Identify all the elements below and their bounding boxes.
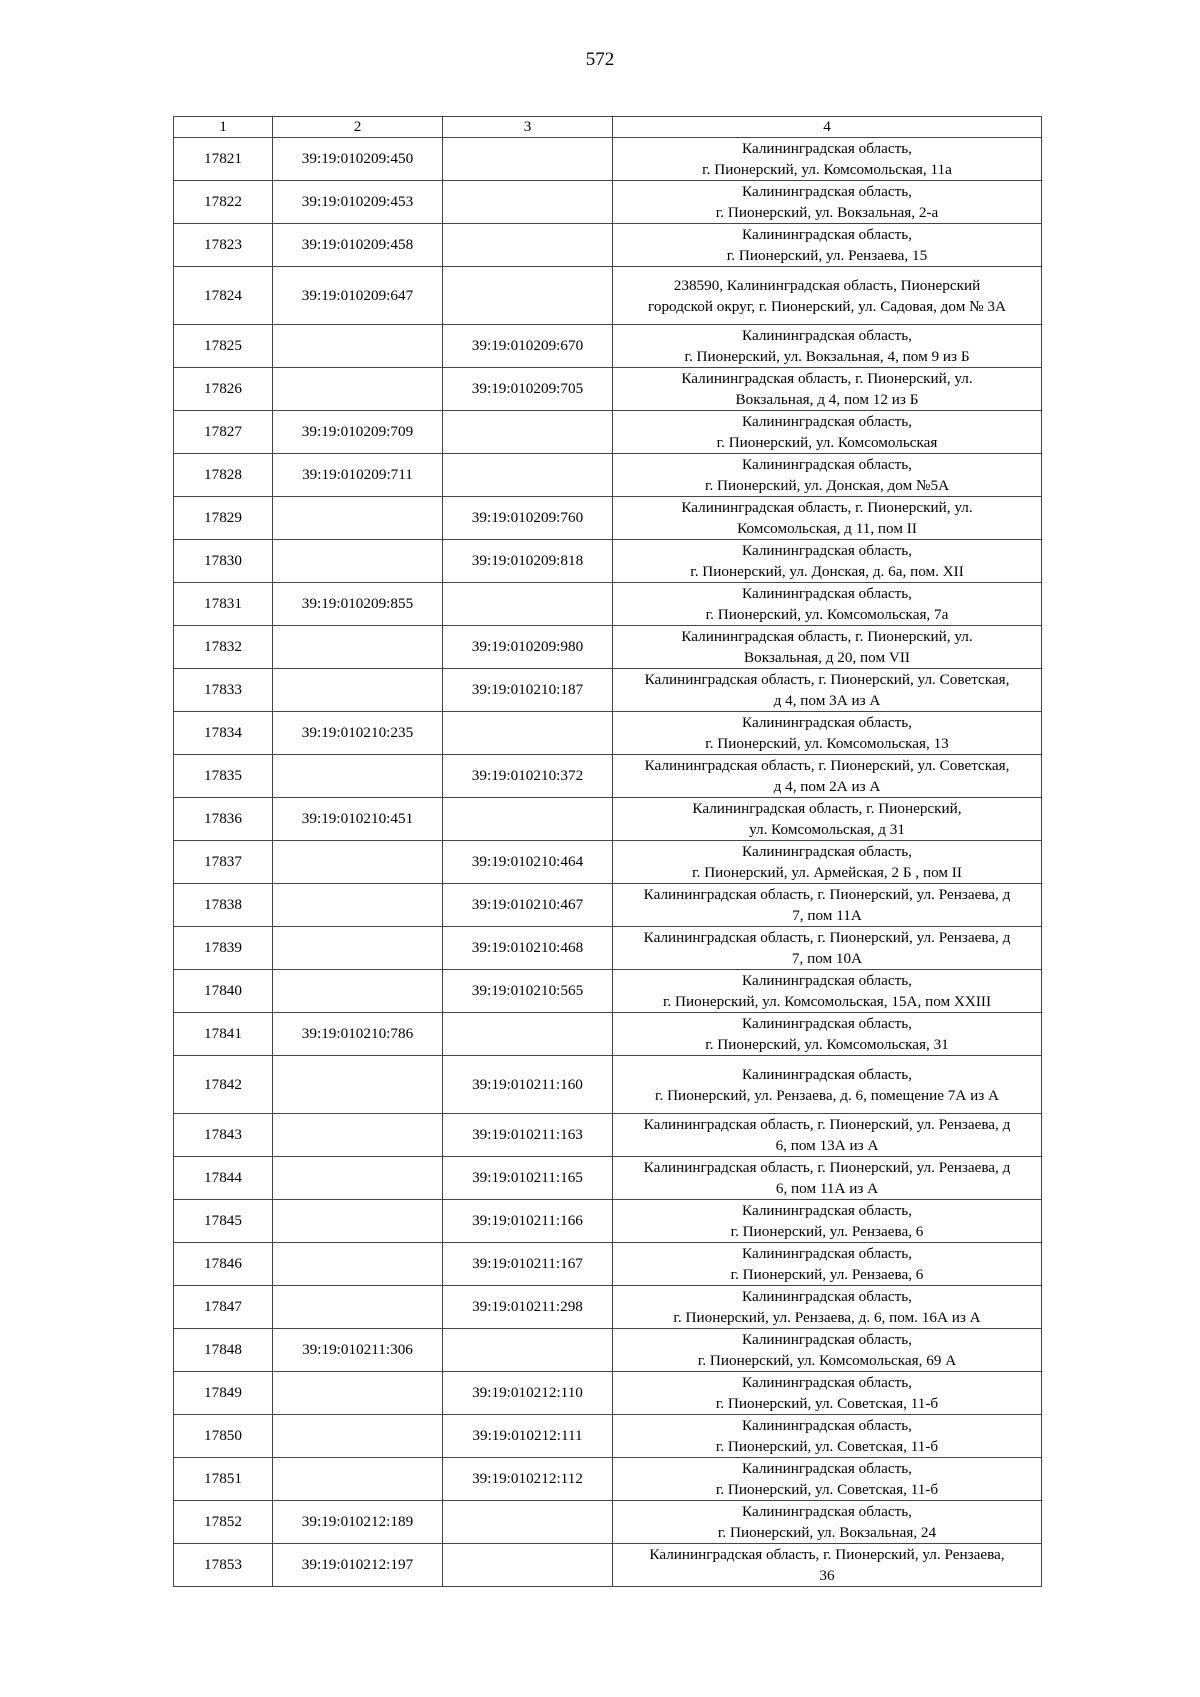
row-number-cell: 17831 <box>174 583 273 626</box>
table-row <box>174 540 1042 583</box>
address-line: г. Пионерский, ул. Комсомольская, 15А, пом XXIII <box>662 993 992 1010</box>
row-number-cell: 17835 <box>174 755 273 798</box>
table-row <box>174 626 1042 669</box>
address-line: г. Пионерский, ул. Вокзальная, 4, пом 9 из Б <box>684 348 970 365</box>
address-line: д 4, пом 2А из А <box>773 778 881 795</box>
premises-cadastral-number-cell: 39:19:010209:980 <box>443 626 613 669</box>
premises-cadastral-number-cell: 39:19:010211:160 <box>443 1056 613 1114</box>
table-row <box>174 1200 1042 1243</box>
address-line: г. Пионерский, ул. Вокзальная, 24 <box>717 1524 937 1541</box>
row-number-cell: 17834 <box>174 712 273 755</box>
header-cell-3: 3 <box>443 117 613 138</box>
address-line: Калининградская область, <box>742 1374 912 1391</box>
address-line: 6, пом 11А из А <box>775 1180 879 1197</box>
address-line: г. Пионерский, ул. Вокзальная, 2-а <box>715 204 939 221</box>
row-number-cell: 17832 <box>174 626 273 669</box>
premises-cadastral-number-cell: 39:19:010210:187 <box>443 669 613 712</box>
table-row <box>174 1329 1042 1372</box>
address-line: Калининградская область, <box>742 226 912 243</box>
address-line: г. Пионерский, ул. Советская, 11-б <box>715 1481 939 1498</box>
premises-cadastral-number-cell: 39:19:010210:464 <box>443 841 613 884</box>
cadastral-number-cell <box>273 1200 443 1243</box>
address-cell <box>613 1458 1042 1501</box>
address-line: Калининградская область, <box>742 1202 912 1219</box>
cadastral-number-cell <box>273 1114 443 1157</box>
table-row <box>174 669 1042 712</box>
cadastral-number-cell: 39:19:010209:855 <box>273 583 443 626</box>
header-cell-2: 2 <box>273 117 443 138</box>
table-row <box>174 1243 1042 1286</box>
address-cell <box>613 1329 1042 1372</box>
row-number-cell: 17826 <box>174 368 273 411</box>
address-line: г. Пионерский, ул. Донская, д. 6а, пом. XII <box>690 563 964 580</box>
address-cell <box>613 712 1042 755</box>
premises-cadastral-number-cell: 39:19:010212:110 <box>443 1372 613 1415</box>
address-line: Калининградская область, г. Пионерский, ул. <box>681 628 973 645</box>
cadastral-number-cell <box>273 755 443 798</box>
premises-cadastral-number-cell: 39:19:010210:468 <box>443 927 613 970</box>
address-line: г. Пионерский, ул. Рензаева, 15 <box>726 247 928 264</box>
address-cell <box>613 1200 1042 1243</box>
address-cell <box>613 970 1042 1013</box>
row-number-cell: 17850 <box>174 1415 273 1458</box>
address-line: Калининградская область, г. Пионерский, ул. Рензаева, д <box>643 1159 1011 1176</box>
cadastral-number-cell <box>273 1415 443 1458</box>
table-row <box>174 497 1042 540</box>
premises-cadastral-number-cell: 39:19:010209:760 <box>443 497 613 540</box>
address-line: г. Пионерский, ул. Донская, дом №5А <box>704 477 950 494</box>
cadastral-number-cell: 39:19:010209:647 <box>273 267 443 325</box>
address-line: 238590, Калининградская область, Пионерский <box>673 276 981 294</box>
address-line: г. Пионерский, ул. Рензаева, 6 <box>730 1266 924 1283</box>
row-number-cell: 17839 <box>174 927 273 970</box>
premises-cadastral-number-cell <box>443 1501 613 1544</box>
premises-cadastral-number-cell: 39:19:010209:705 <box>443 368 613 411</box>
premises-cadastral-number-cell: 39:19:010212:112 <box>443 1458 613 1501</box>
address-line: Калининградская область, г. Пионерский, ул. <box>681 499 973 516</box>
cadastral-number-cell <box>273 368 443 411</box>
table-row <box>174 411 1042 454</box>
cadastral-number-cell: 39:19:010210:786 <box>273 1013 443 1056</box>
address-line: Калининградская область, г. Пионерский, ул. Рензаева, д <box>643 929 1011 946</box>
address-cell <box>613 1415 1042 1458</box>
premises-cadastral-number-cell: 39:19:010212:111 <box>443 1415 613 1458</box>
address-cell <box>613 1157 1042 1200</box>
table-row <box>174 1501 1042 1544</box>
address-line: Комсомольская, д 11, пом II <box>737 520 917 537</box>
address-line: ул. Комсомольская, д 31 <box>749 821 905 838</box>
table-row <box>174 1056 1042 1114</box>
row-number-cell: 17845 <box>174 1200 273 1243</box>
table-row <box>174 755 1042 798</box>
address-line: Калининградская область, <box>742 413 912 430</box>
address-line: г. Пионерский, ул. Комсомольская <box>716 434 938 451</box>
address-cell <box>613 583 1042 626</box>
address-line: Калининградская область, <box>742 1065 912 1083</box>
header-cell-1: 1 <box>174 117 273 138</box>
address-cell <box>613 1544 1042 1587</box>
row-number-cell: 17836 <box>174 798 273 841</box>
address-cell <box>613 411 1042 454</box>
premises-cadastral-number-cell <box>443 1329 613 1372</box>
premises-cadastral-number-cell: 39:19:010209:818 <box>443 540 613 583</box>
address-cell <box>613 1286 1042 1329</box>
address-line: Калининградская область, <box>742 1503 912 1520</box>
cadastral-number-cell: 39:19:010212:189 <box>273 1501 443 1544</box>
address-cell <box>613 1501 1042 1544</box>
address-cell <box>613 224 1042 267</box>
premises-cadastral-number-cell <box>443 798 613 841</box>
address-line: Калининградская область, <box>742 183 912 200</box>
cadastral-number-cell <box>273 1286 443 1329</box>
premises-cadastral-number-cell <box>443 712 613 755</box>
address-line: Калининградская область, г. Пионерский, <box>692 800 962 817</box>
address-cell <box>613 1243 1042 1286</box>
address-line: городской округ, г. Пионерский, ул. Садовая, дом № 3А <box>648 297 1006 315</box>
table-row <box>174 927 1042 970</box>
row-number-cell: 17823 <box>174 224 273 267</box>
premises-cadastral-number-cell <box>443 411 613 454</box>
cadastral-number-cell: 39:19:010210:235 <box>273 712 443 755</box>
premises-cadastral-number-cell <box>443 181 613 224</box>
address-line: г. Пионерский, ул. Комсомольская, 7а <box>705 606 949 623</box>
address-line: г. Пионерский, ул. Советская, 11-б <box>715 1438 939 1455</box>
cadastral-number-cell: 39:19:010209:450 <box>273 138 443 181</box>
cadastral-number-cell: 39:19:010209:453 <box>273 181 443 224</box>
address-line: Калининградская область, <box>742 972 912 989</box>
row-number-cell: 17825 <box>174 325 273 368</box>
address-cell <box>613 267 1042 325</box>
table-row <box>174 798 1042 841</box>
premises-cadastral-number-cell: 39:19:010210:372 <box>443 755 613 798</box>
page-number: 572 <box>585 49 615 70</box>
address-line: Калининградская область, <box>742 843 912 860</box>
address-cell <box>613 138 1042 181</box>
table-row <box>174 1114 1042 1157</box>
row-number-cell: 17827 <box>174 411 273 454</box>
premises-cadastral-number-cell <box>443 1544 613 1587</box>
cadastral-number-cell: 39:19:010209:711 <box>273 454 443 497</box>
table-row <box>174 583 1042 626</box>
address-line: г. Пионерский, ул. Рензаева, д. 6, пом. 16А из А <box>673 1309 981 1326</box>
premises-cadastral-number-cell: 39:19:010211:167 <box>443 1243 613 1286</box>
address-line: Калининградская область, <box>742 456 912 473</box>
premises-cadastral-number-cell <box>443 454 613 497</box>
row-number-cell: 17828 <box>174 454 273 497</box>
address-line: г. Пионерский, ул. Комсомольская, 11а <box>702 161 952 178</box>
cadastral-number-cell: 39:19:010211:306 <box>273 1329 443 1372</box>
row-number-cell: 17838 <box>174 884 273 927</box>
address-line: Калининградская область, г. Пионерский, ул. Советская, <box>644 671 1010 688</box>
table-row <box>174 1544 1042 1587</box>
cadastral-number-cell <box>273 626 443 669</box>
table-row <box>174 368 1042 411</box>
address-line: Калининградская область, г. Пионерский, ул. <box>681 370 973 387</box>
address-line: Калининградская область, <box>742 1015 912 1032</box>
address-cell <box>613 1114 1042 1157</box>
address-line: Калининградская область, <box>742 327 912 344</box>
row-number-cell: 17841 <box>174 1013 273 1056</box>
address-cell <box>613 927 1042 970</box>
row-number-cell: 17830 <box>174 540 273 583</box>
address-line: Калининградская область, <box>742 140 912 157</box>
registry-table <box>173 116 1042 1587</box>
row-number-cell: 17824 <box>174 267 273 325</box>
cadastral-number-cell: 39:19:010212:197 <box>273 1544 443 1587</box>
cadastral-number-cell <box>273 1056 443 1114</box>
address-line: г. Пионерский, ул. Рензаева, 6 <box>730 1223 924 1240</box>
address-cell <box>613 669 1042 712</box>
address-cell <box>613 1372 1042 1415</box>
address-line: д 4, пом 3А из А <box>773 692 881 709</box>
cadastral-number-cell <box>273 927 443 970</box>
row-number-cell: 17849 <box>174 1372 273 1415</box>
premises-cadastral-number-cell <box>443 267 613 325</box>
address-cell <box>613 368 1042 411</box>
table-row <box>174 138 1042 181</box>
address-line: Калининградская область, <box>742 1288 912 1305</box>
row-number-cell: 17833 <box>174 669 273 712</box>
cadastral-number-cell <box>273 497 443 540</box>
address-line: 36 <box>819 1567 835 1584</box>
address-line: г. Пионерский, ул. Комсомольская, 69 А <box>697 1352 957 1369</box>
row-number-cell: 17851 <box>174 1458 273 1501</box>
row-number-cell: 17821 <box>174 138 273 181</box>
cadastral-number-cell <box>273 669 443 712</box>
address-line: Вокзальная, д 20, пом VII <box>744 649 910 666</box>
premises-cadastral-number-cell: 39:19:010211:298 <box>443 1286 613 1329</box>
address-line: Калининградская область, г. Пионерский, ул. Рензаева, <box>649 1546 1005 1563</box>
premises-cadastral-number-cell <box>443 583 613 626</box>
address-line: Калининградская область, г. Пионерский, ул. Рензаева, д <box>643 886 1011 903</box>
cadastral-number-cell <box>273 540 443 583</box>
table-row <box>174 712 1042 755</box>
row-number-cell: 17848 <box>174 1329 273 1372</box>
premises-cadastral-number-cell: 39:19:010211:165 <box>443 1157 613 1200</box>
header-cell-4: 4 <box>613 117 1042 138</box>
table-row <box>174 224 1042 267</box>
cadastral-number-cell: 39:19:010210:451 <box>273 798 443 841</box>
table-row <box>174 267 1042 325</box>
cadastral-number-cell <box>273 1157 443 1200</box>
table-row <box>174 1157 1042 1200</box>
table-row <box>174 841 1042 884</box>
cadastral-number-cell: 39:19:010209:458 <box>273 224 443 267</box>
address-line: 6, пом 13А из А <box>775 1137 879 1154</box>
premises-cadastral-number-cell <box>443 1013 613 1056</box>
table-row <box>174 1458 1042 1501</box>
premises-cadastral-number-cell: 39:19:010211:166 <box>443 1200 613 1243</box>
table-row <box>174 1013 1042 1056</box>
address-cell <box>613 841 1042 884</box>
cadastral-number-cell <box>273 841 443 884</box>
registry-table-body <box>174 117 1042 1587</box>
address-line: Калининградская область, <box>742 1245 912 1262</box>
row-number-cell: 17837 <box>174 841 273 884</box>
cadastral-number-cell <box>273 325 443 368</box>
cadastral-number-cell <box>273 970 443 1013</box>
row-number-cell: 17840 <box>174 970 273 1013</box>
address-cell <box>613 1056 1042 1114</box>
address-line: Калининградская область, г. Пионерский, ул. Советская, <box>644 757 1010 774</box>
address-line: г. Пионерский, ул. Комсомольская, 13 <box>705 735 949 752</box>
address-cell <box>613 540 1042 583</box>
row-number-cell: 17847 <box>174 1286 273 1329</box>
address-line: Калининградская область, г. Пионерский, ул. Рензаева, д <box>643 1116 1011 1133</box>
table-row <box>174 454 1042 497</box>
row-number-cell: 17846 <box>174 1243 273 1286</box>
row-number-cell: 17853 <box>174 1544 273 1587</box>
address-cell <box>613 755 1042 798</box>
cadastral-number-cell: 39:19:010209:709 <box>273 411 443 454</box>
row-number-cell: 17829 <box>174 497 273 540</box>
address-cell <box>613 1013 1042 1056</box>
premises-cadastral-number-cell: 39:19:010211:163 <box>443 1114 613 1157</box>
address-line: Вокзальная, д 4, пом 12 из Б <box>735 391 919 408</box>
address-cell <box>613 497 1042 540</box>
table-row <box>174 325 1042 368</box>
address-line: Калининградская область, <box>742 542 912 559</box>
address-line: 7, пом 11А <box>792 907 862 924</box>
cadastral-number-cell <box>273 884 443 927</box>
address-line: г. Пионерский, ул. Рензаева, д. 6, помещение 7А из А <box>654 1086 999 1104</box>
premises-cadastral-number-cell <box>443 138 613 181</box>
address-line: г. Пионерский, ул. Комсомольская, 31 <box>705 1036 949 1053</box>
address-line: Калининградская область, <box>742 1331 912 1348</box>
row-number-cell: 17843 <box>174 1114 273 1157</box>
row-number-cell: 17842 <box>174 1056 273 1114</box>
table-row <box>174 181 1042 224</box>
address-cell <box>613 884 1042 927</box>
table-row <box>174 1372 1042 1415</box>
table-row <box>174 1415 1042 1458</box>
table-row <box>174 970 1042 1013</box>
address-line: Калининградская область, <box>742 714 912 731</box>
row-number-cell: 17822 <box>174 181 273 224</box>
address-line: 7, пом 10А <box>791 950 863 967</box>
address-cell <box>613 454 1042 497</box>
address-cell <box>613 626 1042 669</box>
cadastral-number-cell <box>273 1243 443 1286</box>
premises-cadastral-number-cell: 39:19:010209:670 <box>443 325 613 368</box>
cadastral-number-cell <box>273 1458 443 1501</box>
address-line: Калининградская область, <box>742 1417 912 1434</box>
address-line: г. Пионерский, ул. Армейская, 2 Б , пом II <box>692 864 962 881</box>
address-line: Калининградская область, <box>742 1460 912 1477</box>
table-row <box>174 1286 1042 1329</box>
cadastral-number-cell <box>273 1372 443 1415</box>
premises-cadastral-number-cell: 39:19:010210:467 <box>443 884 613 927</box>
premises-cadastral-number-cell <box>443 224 613 267</box>
address-cell <box>613 798 1042 841</box>
address-line: г. Пионерский, ул. Советская, 11-б <box>715 1395 939 1412</box>
address-cell <box>613 325 1042 368</box>
premises-cadastral-number-cell: 39:19:010210:565 <box>443 970 613 1013</box>
table-row <box>174 884 1042 927</box>
address-cell <box>613 181 1042 224</box>
row-number-cell: 17844 <box>174 1157 273 1200</box>
address-line: Калининградская область, <box>742 585 912 602</box>
table-header-row <box>174 117 1042 138</box>
row-number-cell: 17852 <box>174 1501 273 1544</box>
